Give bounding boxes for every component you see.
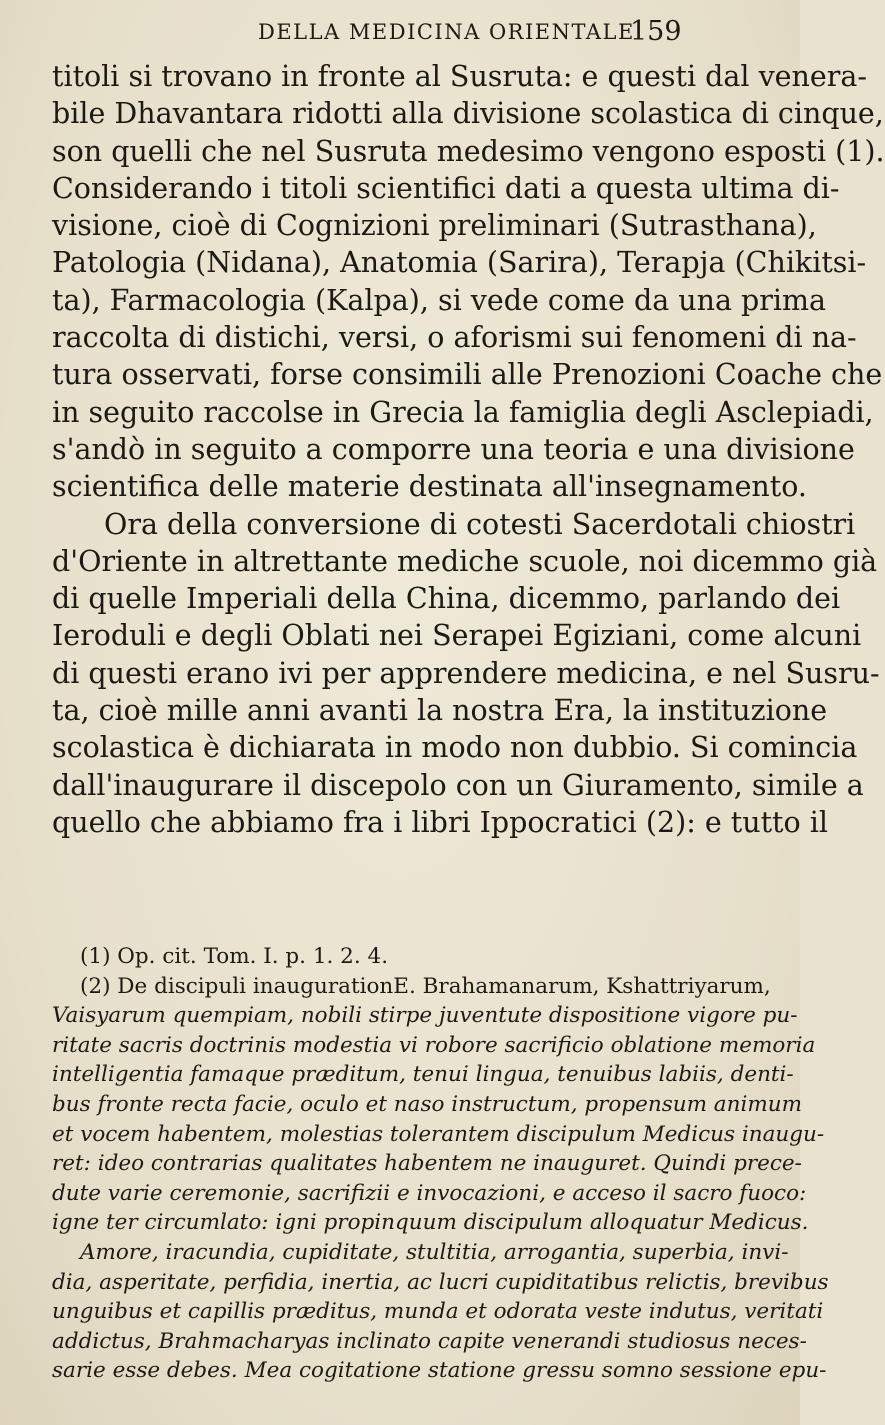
main-text [52, 58, 885, 841]
text-line: in seguito raccolse in Grecia la famiglia degli Asclepiadi, [52, 395, 874, 429]
text-line: Patologia (Nidana), Anatomia (Sarira), Terapja (Chikitsi- [52, 246, 867, 280]
text-line: raccolta di distichi, versi, o aforismi sui fenomeni di na- [52, 321, 857, 355]
page-header [0, 14, 800, 54]
text-line: titoli si trovano in fronte al Susruta: e questi dal venera- [52, 60, 868, 93]
text-line: scientifica delle materie destinata all'insegnamento. [52, 470, 807, 504]
text-line: s'andò in seguito a comporre una teoria e una divisione [52, 432, 855, 466]
footnote-2-line: et vocem habentem, molestias tolerantem discipulum Medicus inaugu- [52, 1121, 825, 1147]
footnote-2-line: intelligentia famaque præditum, tenui lingua, tenuibus labiis, denti- [52, 1062, 794, 1088]
text-line: Ora della conversione di cotesti Sacerdotali chiostri [104, 507, 856, 541]
footnote-2-line: ritate sacris doctrinis modestia vi robore sacrificio oblatione memoria [52, 1032, 816, 1058]
text-line: ta), Farmacologia (Kalpa), si vede come da una prima [52, 283, 827, 317]
footnote-2-line: igne ter circumlato: igni propinquum discipulum alloquatur Medicus. [52, 1210, 809, 1236]
text-line: tura osservati, forse consimili alle Prenozioni Coache che [52, 358, 883, 392]
footnote-2-line: unguibus et capillis præditus, munda et odorata veste indutus, veritati [52, 1299, 824, 1325]
running-title: DELLA MEDICINA ORIENTALE [258, 20, 635, 44]
text-line: di quelle Imperiali della China, dicemmo, parlando dei [52, 582, 841, 616]
footnote-2-line: sarie esse debes. Mea cogitatione statione gressu somno sessione epu- [52, 1358, 827, 1384]
footnote-2-line: (2) De discipuli inaugurationE. Brahamanarum, Kshattriyarum, [80, 973, 771, 999]
text-line: scolastica è dichiarata in modo non dubbio. Si comincia [52, 731, 858, 765]
page-number: 159 [630, 16, 682, 47]
text-line: ta, cioè mille anni avanti la nostra Era, la instituzione [52, 694, 828, 728]
footnotes [52, 942, 829, 1386]
text-line: visione, cioè di Cognizioni preliminari (Sutrasthana), [52, 209, 817, 243]
text-line: Considerando i titoli scientifici dati a questa ultima di- [52, 171, 840, 205]
text-line: bile Dhavantara ridotti alla divisione scolastica di cinque, [52, 97, 884, 131]
footnote-2-line: bus fronte recta facie, oculo et naso instructum, propensum animum [52, 1091, 802, 1117]
text-line: Ieroduli e degli Oblati nei Serapei Egiziani, come alcuni [52, 619, 862, 653]
text-line: d'Oriente in altrettante mediche scuole, noi dicemmo già [52, 544, 878, 578]
footnote-2-line: Amore, iracundia, cupiditate, stultitia, arrogantia, superbia, invi- [80, 1239, 789, 1265]
text-line: quello che abbiamo fra i libri Ippocratici (2): e tutto il [52, 805, 828, 839]
footnote-1: (1) Op. cit. Tom. I. p. 1. 2. 4. [80, 944, 389, 969]
text-line: dall'inaugurare il discepolo con un Giuramento, simile a [52, 768, 864, 802]
text-line: son quelli che nel Susruta medesimo vengono esposti (1). [52, 134, 885, 168]
footnote-2-line: ret: ideo contrarias qualitates habentem ne inauguret. Quindi prece- [52, 1151, 802, 1177]
footnote-2-line: addictus, Brahmacharyas inclinato capite venerandi studiosus neces- [52, 1328, 807, 1354]
footnote-2-line: dia, asperitate, perfidia, inertia, ac lucri cupiditatibus relictis, brevibus [52, 1269, 829, 1295]
text-line: di questi erano ivi per apprendere medicina, e nel Susru- [52, 656, 880, 690]
footnote-2-line: dute varie ceremonie, sacrifizii e invocazioni, e acceso il sacro fuoco: [52, 1180, 807, 1206]
footnote-2-line: Vaisyarum quempiam, nobili stirpe juventute dispositione vigore pu- [52, 1003, 798, 1029]
